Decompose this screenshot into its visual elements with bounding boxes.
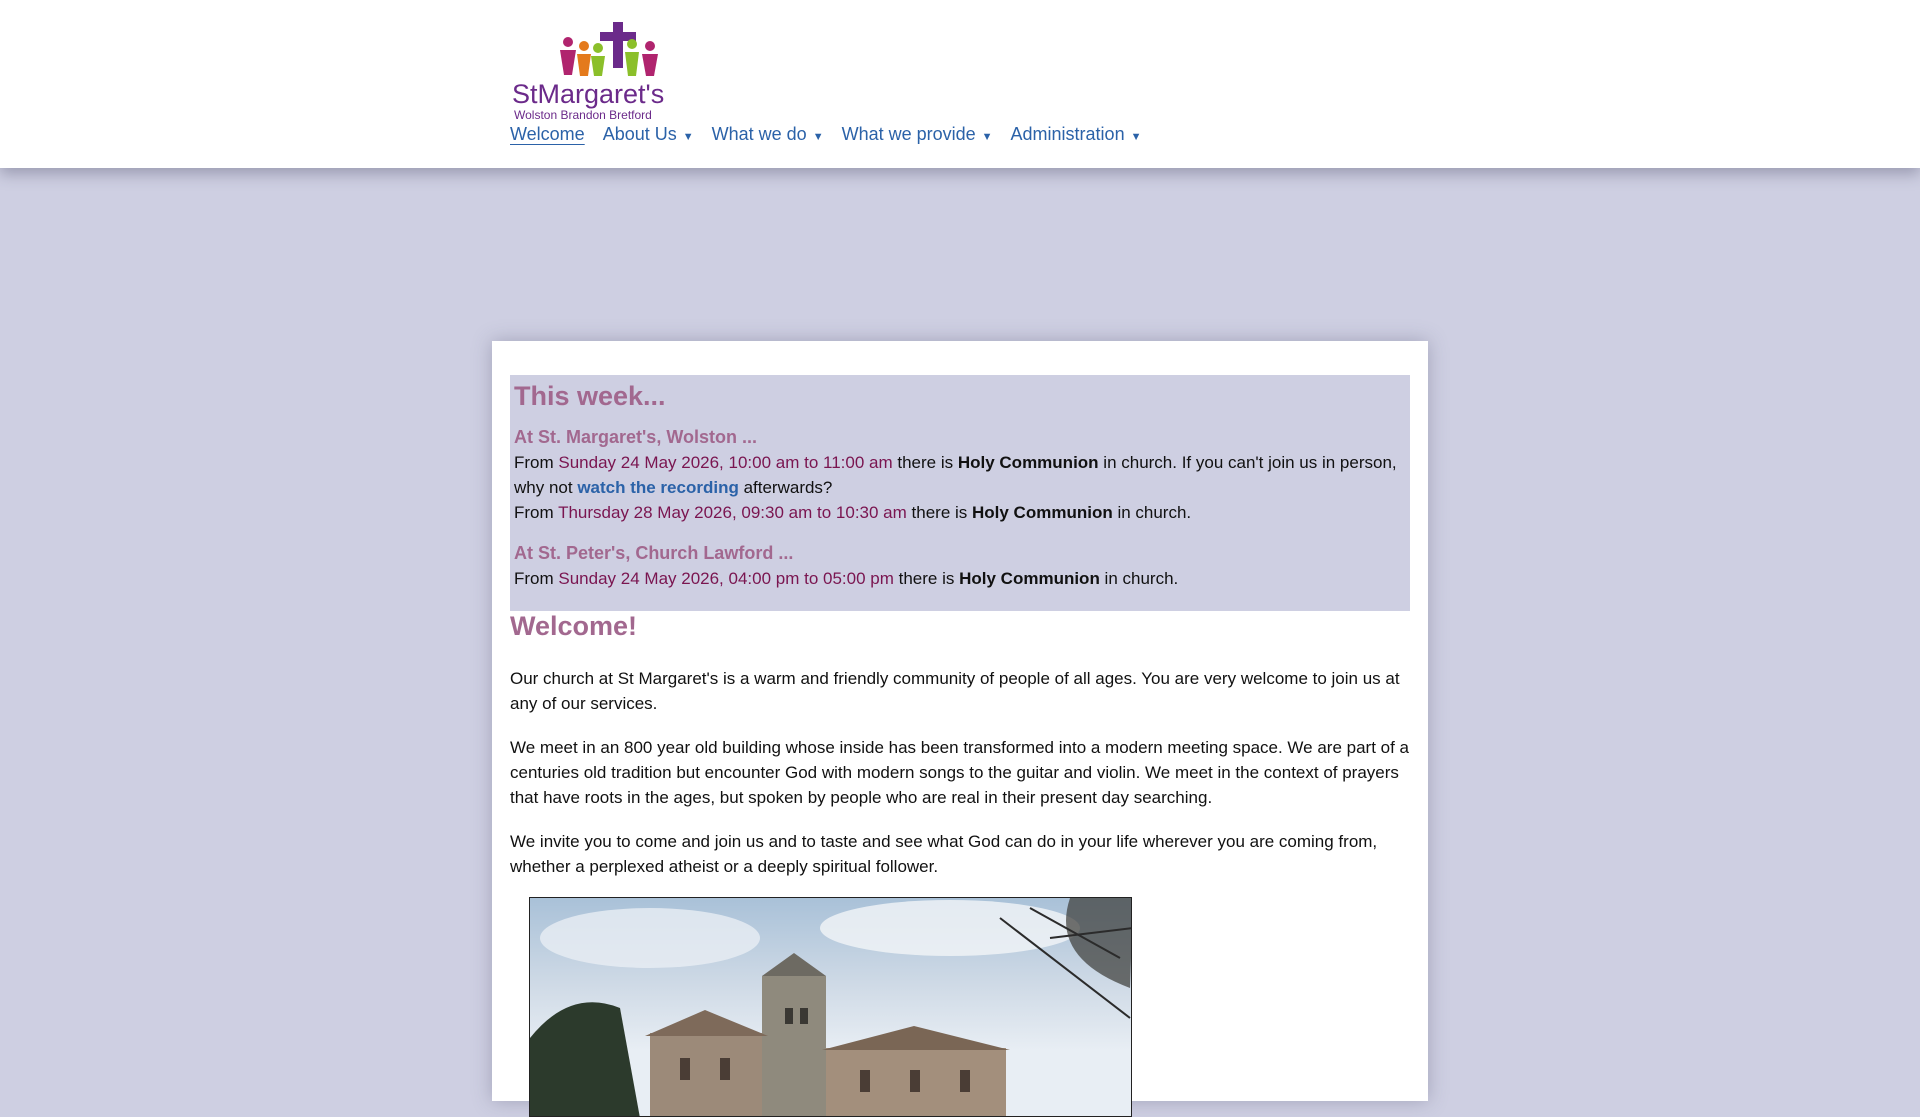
welcome-paragraph: We meet in an 800 year old building whose inside has been transformed into a modern meeting space. We are part of a centuries old tradition but encounter God with modern songs to the guitar and violin. We meet in the context of prayers that have roots in the ages, but spoken by people who are real in their present day searching.: [510, 738, 1410, 807]
service-item: [514, 500, 1406, 525]
site-logo[interactable]: [510, 20, 680, 122]
nav-item-label: About Us: [602, 124, 677, 144]
nav-item-about-us[interactable]: [603, 124, 694, 145]
caret-down-icon: ▼: [812, 130, 824, 143]
nav-item-label: Administration: [1010, 124, 1125, 144]
service-mid: there is: [892, 453, 958, 472]
service-date: Thursday 28 May 2026, 09:30 am to 10:30 am: [558, 503, 907, 522]
service-prefix: From: [514, 569, 559, 588]
service-event: Holy Communion: [972, 503, 1113, 522]
caret-down-icon: ▼: [1130, 130, 1142, 143]
service-tail: afterwards?: [738, 478, 833, 497]
service-event: Holy Communion: [957, 453, 1099, 472]
this-week-sections: [514, 427, 1406, 591]
nav-item-welcome[interactable]: [510, 124, 585, 145]
this-week-panel: [510, 375, 1410, 611]
service-mid: there is: [906, 503, 972, 522]
site-header: [0, 0, 1920, 168]
logo-subtext: Wolston Brandon Bretford: [514, 108, 652, 122]
caret-down-icon: ▼: [981, 130, 993, 143]
nav-item-what-we-provide[interactable]: [842, 124, 993, 145]
welcome-paragraph: We invite you to come and join us and to taste and see what God can do in your life wherever you are coming from, whether a perplexed atheist or a deeply spiritual follower.: [510, 832, 1378, 876]
service-mid: there is: [893, 569, 960, 588]
this-week-location-heading: At St. Margaret's, Wolston ...: [514, 427, 757, 447]
this-week-title: This week...: [514, 381, 666, 411]
welcome-body: [510, 666, 1410, 898]
nav-item-label: What we provide: [841, 124, 976, 144]
nav-item-administration[interactable]: [1011, 124, 1142, 145]
service-prefix: From: [514, 453, 559, 472]
church-photo: [529, 897, 1132, 1117]
service-date: Sunday 24 May 2026, 04:00 pm to 05:00 pm: [558, 569, 894, 588]
logo-text: StMargaret's: [512, 79, 665, 109]
nav-item-what-we-do[interactable]: [712, 124, 824, 145]
service-suffix: in church. If you can't join us in person, why not: [514, 453, 1397, 497]
service-prefix: From: [514, 503, 559, 522]
church-logo-icon: [510, 20, 680, 122]
nav-item-label: What we do: [711, 124, 807, 144]
main-content: [492, 341, 1428, 1101]
service-item: [514, 450, 1406, 500]
welcome-title: Welcome!: [510, 611, 638, 641]
watch-recording-link[interactable]: watch the recording: [577, 478, 739, 497]
this-week-location-heading: At St. Peter's, Church Lawford ...: [514, 543, 794, 563]
service-suffix: in church.: [1112, 503, 1192, 522]
service-date: Sunday 24 May 2026, 10:00 am to 11:00 am: [558, 453, 893, 472]
church-image-icon: [530, 898, 1132, 1117]
service-suffix: in church.: [1099, 569, 1179, 588]
service-item: [514, 566, 1406, 591]
main-nav: [510, 124, 1159, 145]
service-event: Holy Communion: [959, 569, 1100, 588]
nav-item-label: Welcome: [510, 124, 585, 144]
caret-down-icon: ▼: [682, 130, 694, 143]
welcome-paragraph: Our church at St Margaret's is a warm and friendly community of people of all ages. You are very welcome to join us at any of our services.: [510, 669, 1400, 713]
